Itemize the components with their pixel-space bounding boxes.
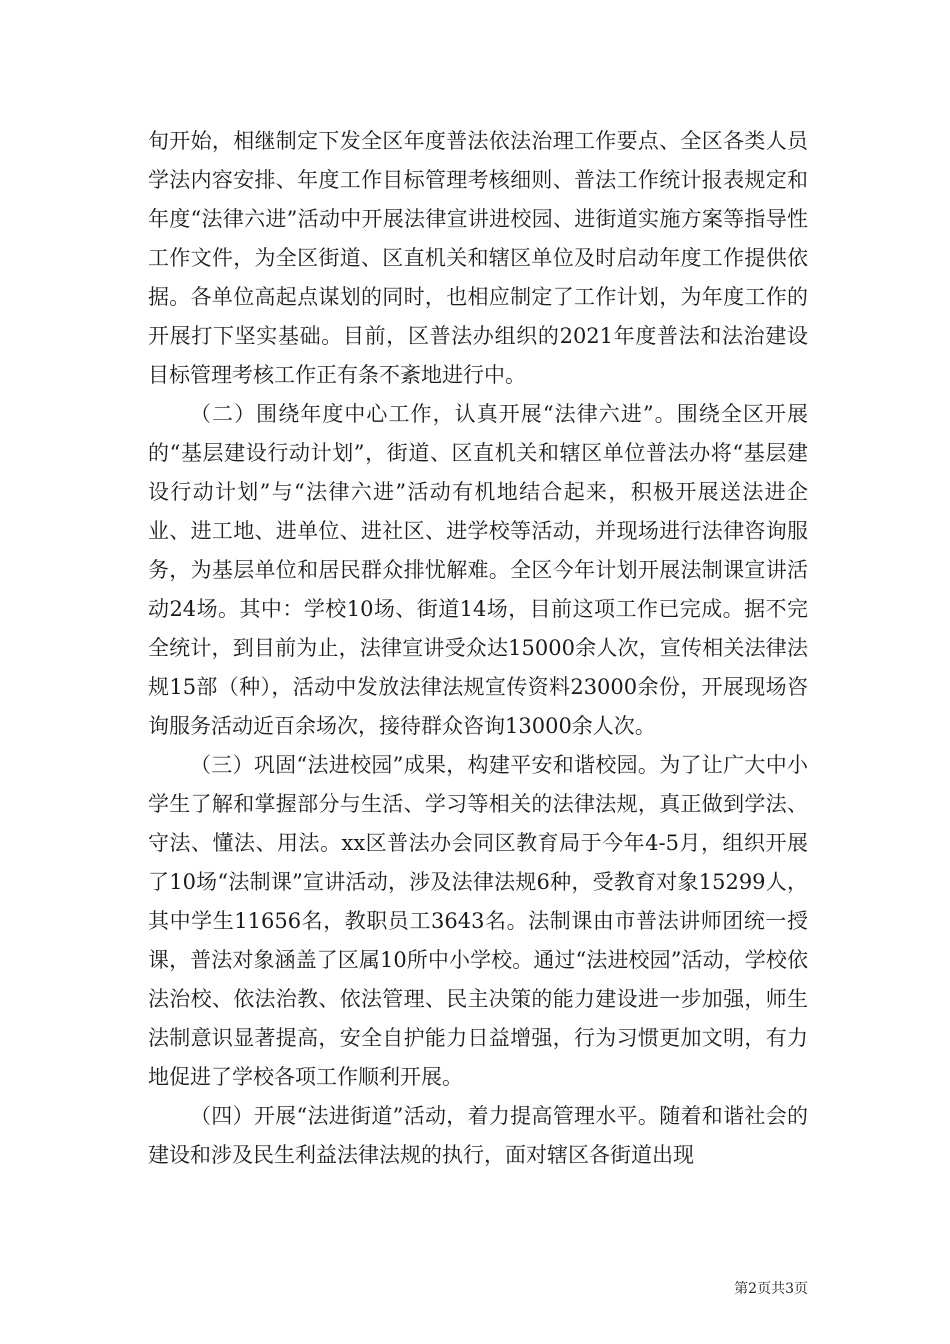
- paragraph-section-2: （二）围绕年度中心工作，认真开展“法律六进”。围绕全区开展的“基层建设行动计划”，街道、区直机关和辖区单位普法办将“基层建设行动计划”与“法律六进”活动有机地结合起来，积极开展送法进企业、进工地、进单位、进社区、进学校等活动，并现场进行法律咨询服务，为基层单位和居民群众排忧解难。全区今年计划开展法制课宣讲活动24场。其中：学校10场、街道14场，目前这项工作已完成。据不完全统计，到目前为止，法律宣讲受众达15000余人次，宣传相关法律法规15部（种），活动中发放法律法规宣传资料23000余份，开展现场咨询服务活动近百余场次，接待群众咨询13000余人次。: [148, 402, 808, 738]
- paragraph-section-3: （三）巩固“法进校园”成果，构建平安和谐校园。为了让广大中小学生了解和掌握部分与生活、学习等相关的法律法规，真正做到学法、守法、懂法、用法。xx区普法办会同区教育局于今年4-5月，组织开展了10场“法制课”宣讲活动，涉及法律法规6种，受教育对象15299人，其中学生11656名，教职员工3643名。法制课由市普法讲师团统一授课，普法对象涵盖了区属10所中小学校。通过“法进校园”活动，学校依法治校、依法治教、依法管理、民主决策的能力建设进一步加强，师生法制意识显著提高，安全自护能力日益增强，行为习惯更加文明，有力地促进了学校各项工作顺利开展。: [148, 753, 808, 1089]
- document-body: [148, 122, 808, 1175]
- paragraph-continuation: 旬开始，相继制定下发全区年度普法依法治理工作要点、全区各类人员学法内容安排、年度工作目标管理考核细则、普法工作统计报表规定和年度“法律六进”活动中开展法律宣讲进校园、进街道实施方案等指导性工作文件，为全区街道、区直机关和辖区单位及时启动年度工作提供依据。各单位高起点谋划的同时，也相应制定了工作计划，为年度工作的开展打下坚实基础。目前，区普法办组织的2021年度普法和法治建设目标管理考核工作正有条不紊地进行中。: [148, 129, 808, 387]
- page-number-label: 第2页共3页: [734, 1281, 808, 1297]
- page-footer: [734, 1278, 808, 1298]
- paragraph-section-4: （四）开展“法进街道”活动，着力提高管理水平。随着和谐社会的建设和涉及民生利益法律法规的执行，面对辖区各街道出现: [148, 1104, 808, 1167]
